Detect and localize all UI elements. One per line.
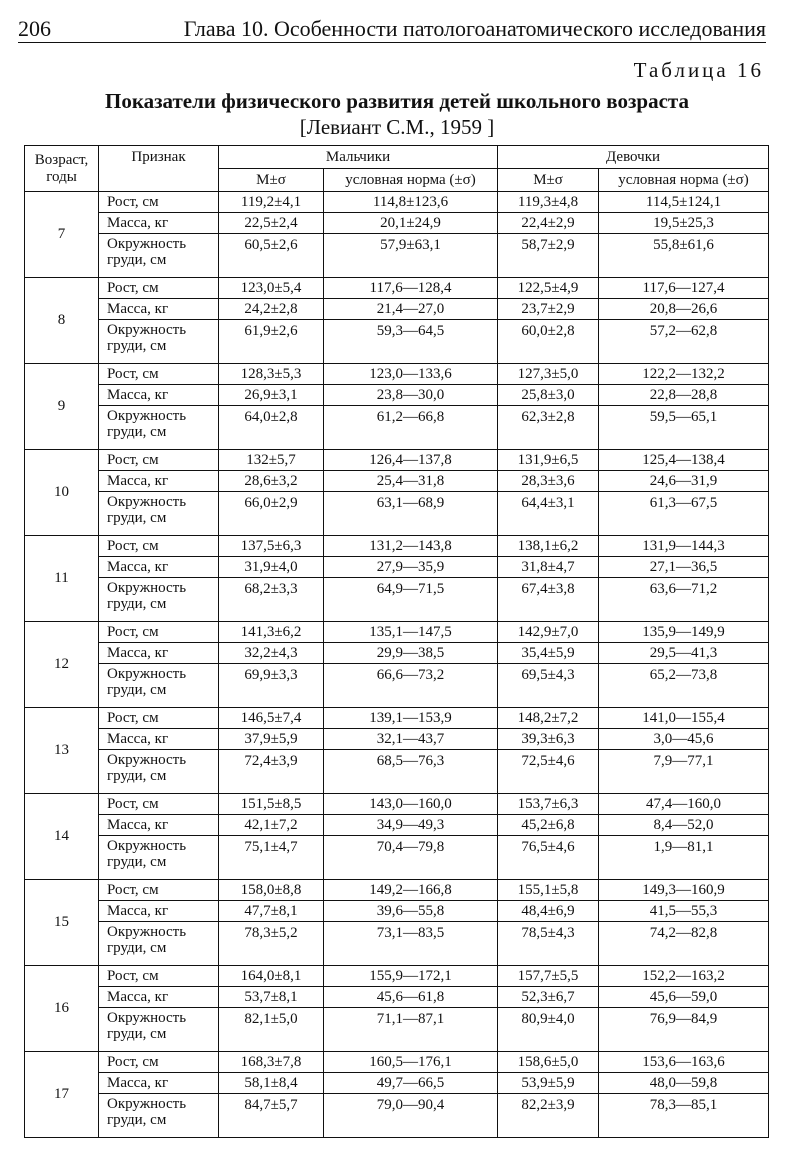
- feature-cell: Масса, кг: [99, 299, 219, 320]
- girls-norm-cell: 1,9—81,1: [599, 836, 769, 880]
- girls-mean-cell: 142,9±7,0: [498, 622, 599, 643]
- girls-norm-cell: 152,2—163,2: [599, 966, 769, 987]
- feature-cell: Масса, кг: [99, 1073, 219, 1094]
- boys-norm-cell: 160,5—176,1: [324, 1052, 498, 1073]
- data-table: [24, 145, 769, 1138]
- feature-cell: Масса, кг: [99, 385, 219, 406]
- girls-mean-cell: 138,1±6,2: [498, 536, 599, 557]
- feature-cell: Рост, см: [99, 966, 219, 987]
- girls-mean-cell: 62,3±2,8: [498, 406, 599, 450]
- boys-norm-cell: 66,6—73,2: [324, 664, 498, 708]
- girls-mean-cell: 157,7±5,5: [498, 966, 599, 987]
- table-row: [25, 278, 769, 299]
- table-row: [25, 643, 769, 664]
- boys-mean-cell: 72,4±3,9: [219, 750, 324, 794]
- feature-cell: Рост, см: [99, 278, 219, 299]
- boys-mean-cell: 31,9±4,0: [219, 557, 324, 578]
- table-row: [25, 213, 769, 234]
- boys-mean-cell: 128,3±5,3: [219, 364, 324, 385]
- table-row: [25, 794, 769, 815]
- age-cell: 15: [25, 880, 99, 966]
- boys-mean-cell: 84,7±5,7: [219, 1094, 324, 1138]
- girls-norm-cell: 57,2—62,8: [599, 320, 769, 364]
- table-row: [25, 729, 769, 750]
- table-row: [25, 471, 769, 492]
- running-head: Глава 10. Особенности патологоанатомического исследования: [183, 16, 766, 41]
- feature-cell: Окружность груди, см: [99, 578, 219, 622]
- girls-norm-cell: 65,2—73,8: [599, 664, 769, 708]
- boys-norm-cell: 25,4—31,8: [324, 471, 498, 492]
- boys-mean-cell: 47,7±8,1: [219, 901, 324, 922]
- feature-cell: Рост, см: [99, 880, 219, 901]
- table-row: [25, 578, 769, 622]
- feature-cell: Рост, см: [99, 794, 219, 815]
- boys-norm-cell: 117,6—128,4: [324, 278, 498, 299]
- header-feature: Признак: [99, 146, 219, 192]
- boys-norm-cell: 79,0—90,4: [324, 1094, 498, 1138]
- boys-mean-cell: 32,2±4,3: [219, 643, 324, 664]
- girls-mean-cell: 25,8±3,0: [498, 385, 599, 406]
- boys-mean-cell: 22,5±2,4: [219, 213, 324, 234]
- girls-mean-cell: 155,1±5,8: [498, 880, 599, 901]
- girls-mean-cell: 28,3±3,6: [498, 471, 599, 492]
- girls-mean-cell: 158,6±5,0: [498, 1052, 599, 1073]
- boys-mean-cell: 60,5±2,6: [219, 234, 324, 278]
- feature-cell: Рост, см: [99, 1052, 219, 1073]
- boys-norm-cell: 114,8±123,6: [324, 192, 498, 213]
- age-cell: 14: [25, 794, 99, 880]
- girls-norm-cell: 45,6—59,0: [599, 987, 769, 1008]
- boys-norm-cell: 63,1—68,9: [324, 492, 498, 536]
- feature-cell: Масса, кг: [99, 643, 219, 664]
- age-cell: 17: [25, 1052, 99, 1138]
- boys-mean-cell: 137,5±6,3: [219, 536, 324, 557]
- age-cell: 10: [25, 450, 99, 536]
- girls-mean-cell: 52,3±6,7: [498, 987, 599, 1008]
- feature-cell: Масса, кг: [99, 729, 219, 750]
- table-row: [25, 1073, 769, 1094]
- table-row: [25, 536, 769, 557]
- boys-norm-cell: 21,4—27,0: [324, 299, 498, 320]
- header-girls: Девочки: [498, 146, 769, 169]
- boys-mean-cell: 61,9±2,6: [219, 320, 324, 364]
- boys-mean-cell: 24,2±2,8: [219, 299, 324, 320]
- boys-norm-cell: 32,1—43,7: [324, 729, 498, 750]
- girls-norm-cell: 29,5—41,3: [599, 643, 769, 664]
- feature-cell: Окружность груди, см: [99, 836, 219, 880]
- feature-cell: Масса, кг: [99, 987, 219, 1008]
- girls-mean-cell: 31,8±4,7: [498, 557, 599, 578]
- table-row: [25, 622, 769, 643]
- girls-norm-cell: 78,3—85,1: [599, 1094, 769, 1138]
- girls-mean-cell: 153,7±6,3: [498, 794, 599, 815]
- feature-cell: Масса, кг: [99, 471, 219, 492]
- feature-cell: Масса, кг: [99, 213, 219, 234]
- table-row: [25, 664, 769, 708]
- age-cell: 13: [25, 708, 99, 794]
- boys-norm-cell: 29,9—38,5: [324, 643, 498, 664]
- boys-mean-cell: 66,0±2,9: [219, 492, 324, 536]
- girls-norm-cell: 117,6—127,4: [599, 278, 769, 299]
- girls-norm-cell: 141,0—155,4: [599, 708, 769, 729]
- boys-norm-cell: 135,1—147,5: [324, 622, 498, 643]
- feature-cell: Окружность груди, см: [99, 750, 219, 794]
- boys-mean-cell: 146,5±7,4: [219, 708, 324, 729]
- boys-norm-cell: 139,1—153,9: [324, 708, 498, 729]
- table-row: [25, 1008, 769, 1052]
- feature-cell: Масса, кг: [99, 815, 219, 836]
- girls-mean-cell: 53,9±5,9: [498, 1073, 599, 1094]
- feature-cell: Рост, см: [99, 450, 219, 471]
- boys-norm-cell: 45,6—61,8: [324, 987, 498, 1008]
- age-cell: 12: [25, 622, 99, 708]
- age-cell: 16: [25, 966, 99, 1052]
- boys-mean-cell: 28,6±3,2: [219, 471, 324, 492]
- girls-norm-cell: 48,0—59,8: [599, 1073, 769, 1094]
- table-row: [25, 815, 769, 836]
- feature-cell: Окружность груди, см: [99, 1094, 219, 1138]
- girls-norm-cell: 153,6—163,6: [599, 1052, 769, 1073]
- girls-mean-cell: 23,7±2,9: [498, 299, 599, 320]
- girls-mean-cell: 148,2±7,2: [498, 708, 599, 729]
- feature-cell: Масса, кг: [99, 557, 219, 578]
- girls-norm-cell: 22,8—28,8: [599, 385, 769, 406]
- feature-cell: Масса, кг: [99, 901, 219, 922]
- boys-norm-cell: 20,1±24,9: [324, 213, 498, 234]
- boys-mean-cell: 82,1±5,0: [219, 1008, 324, 1052]
- header-girls-mean: M±σ: [498, 169, 599, 192]
- boys-mean-cell: 68,2±3,3: [219, 578, 324, 622]
- header-age: Возраст, годы: [25, 146, 99, 192]
- feature-cell: Рост, см: [99, 364, 219, 385]
- boys-norm-cell: 49,7—66,5: [324, 1073, 498, 1094]
- boys-norm-cell: 155,9—172,1: [324, 966, 498, 987]
- table-row: [25, 234, 769, 278]
- table-row: [25, 836, 769, 880]
- boys-mean-cell: 37,9±5,9: [219, 729, 324, 750]
- girls-norm-cell: 3,0—45,6: [599, 729, 769, 750]
- girls-mean-cell: 35,4±5,9: [498, 643, 599, 664]
- girls-mean-cell: 127,3±5,0: [498, 364, 599, 385]
- boys-norm-cell: 64,9—71,5: [324, 578, 498, 622]
- boys-norm-cell: 71,1—87,1: [324, 1008, 498, 1052]
- feature-cell: Рост, см: [99, 708, 219, 729]
- girls-mean-cell: 76,5±4,6: [498, 836, 599, 880]
- boys-norm-cell: 59,3—64,5: [324, 320, 498, 364]
- girls-mean-cell: 39,3±6,3: [498, 729, 599, 750]
- boys-norm-cell: 23,8—30,0: [324, 385, 498, 406]
- girls-mean-cell: 58,7±2,9: [498, 234, 599, 278]
- girls-norm-cell: 20,8—26,6: [599, 299, 769, 320]
- boys-mean-cell: 132±5,7: [219, 450, 324, 471]
- boys-norm-cell: 143,0—160,0: [324, 794, 498, 815]
- header-boys-norm: условная норма (±σ): [324, 169, 498, 192]
- boys-mean-cell: 75,1±4,7: [219, 836, 324, 880]
- girls-norm-cell: 149,3—160,9: [599, 880, 769, 901]
- table-title: Показатели физического развития детей школьного возраста: [104, 89, 690, 113]
- table-row: [25, 922, 769, 966]
- girls-mean-cell: 69,5±4,3: [498, 664, 599, 708]
- boys-norm-cell: 61,2—66,8: [324, 406, 498, 450]
- age-cell: 8: [25, 278, 99, 364]
- boys-norm-cell: 39,6—55,8: [324, 901, 498, 922]
- girls-norm-cell: 63,6—71,2: [599, 578, 769, 622]
- feature-cell: Окружность груди, см: [99, 492, 219, 536]
- boys-mean-cell: 53,7±8,1: [219, 987, 324, 1008]
- feature-cell: Окружность груди, см: [99, 664, 219, 708]
- table-row: [25, 364, 769, 385]
- girls-mean-cell: 22,4±2,9: [498, 213, 599, 234]
- table-row: [25, 192, 769, 213]
- header-boys-mean: M±σ: [219, 169, 324, 192]
- feature-cell: Окружность груди, см: [99, 406, 219, 450]
- header-girls-norm: условная норма (±σ): [599, 169, 769, 192]
- table-row: [25, 299, 769, 320]
- girls-norm-cell: 8,4—52,0: [599, 815, 769, 836]
- boys-mean-cell: 69,9±3,3: [219, 664, 324, 708]
- table-row: [25, 492, 769, 536]
- boys-mean-cell: 168,3±7,8: [219, 1052, 324, 1073]
- boys-norm-cell: 123,0—133,6: [324, 364, 498, 385]
- feature-cell: Рост, см: [99, 192, 219, 213]
- girls-mean-cell: 60,0±2,8: [498, 320, 599, 364]
- boys-mean-cell: 158,0±8,8: [219, 880, 324, 901]
- feature-cell: Окружность груди, см: [99, 1008, 219, 1052]
- girls-norm-cell: 47,4—160,0: [599, 794, 769, 815]
- girls-norm-cell: 122,2—132,2: [599, 364, 769, 385]
- boys-norm-cell: 57,9±63,1: [324, 234, 498, 278]
- boys-norm-cell: 34,9—49,3: [324, 815, 498, 836]
- table-body: [25, 192, 769, 1138]
- boys-mean-cell: 119,2±4,1: [219, 192, 324, 213]
- feature-cell: Окружность груди, см: [99, 234, 219, 278]
- age-cell: 9: [25, 364, 99, 450]
- table-row: [25, 1094, 769, 1138]
- boys-norm-cell: 68,5—76,3: [324, 750, 498, 794]
- girls-mean-cell: 80,9±4,0: [498, 1008, 599, 1052]
- boys-mean-cell: 78,3±5,2: [219, 922, 324, 966]
- boys-norm-cell: 131,2—143,8: [324, 536, 498, 557]
- age-cell: 11: [25, 536, 99, 622]
- boys-mean-cell: 141,3±6,2: [219, 622, 324, 643]
- page-header: [18, 14, 766, 43]
- boys-mean-cell: 26,9±3,1: [219, 385, 324, 406]
- girls-mean-cell: 119,3±4,8: [498, 192, 599, 213]
- girls-norm-cell: 27,1—36,5: [599, 557, 769, 578]
- table-row: [25, 1052, 769, 1073]
- girls-mean-cell: 82,2±3,9: [498, 1094, 599, 1138]
- girls-norm-cell: 19,5±25,3: [599, 213, 769, 234]
- table-row: [25, 880, 769, 901]
- boys-norm-cell: 126,4—137,8: [324, 450, 498, 471]
- table-label: Таблица 16: [633, 58, 764, 82]
- table-row: [25, 966, 769, 987]
- boys-mean-cell: 58,1±8,4: [219, 1073, 324, 1094]
- table-row: [25, 987, 769, 1008]
- feature-cell: Рост, см: [99, 622, 219, 643]
- girls-mean-cell: 67,4±3,8: [498, 578, 599, 622]
- boys-norm-cell: 70,4—79,8: [324, 836, 498, 880]
- girls-norm-cell: 59,5—65,1: [599, 406, 769, 450]
- girls-mean-cell: 45,2±6,8: [498, 815, 599, 836]
- girls-mean-cell: 64,4±3,1: [498, 492, 599, 536]
- girls-norm-cell: 24,6—31,9: [599, 471, 769, 492]
- girls-norm-cell: 114,5±124,1: [599, 192, 769, 213]
- girls-mean-cell: 78,5±4,3: [498, 922, 599, 966]
- boys-mean-cell: 64,0±2,8: [219, 406, 324, 450]
- header-boys: Мальчики: [219, 146, 498, 169]
- girls-mean-cell: 131,9±6,5: [498, 450, 599, 471]
- girls-norm-cell: 61,3—67,5: [599, 492, 769, 536]
- table-row: [25, 708, 769, 729]
- girls-norm-cell: 55,8±61,6: [599, 234, 769, 278]
- feature-cell: Рост, см: [99, 536, 219, 557]
- page-number: 206: [18, 16, 51, 41]
- feature-cell: Окружность груди, см: [99, 320, 219, 364]
- table-row: [25, 750, 769, 794]
- girls-mean-cell: 72,5±4,6: [498, 750, 599, 794]
- boys-norm-cell: 27,9—35,9: [324, 557, 498, 578]
- table-row: [25, 901, 769, 922]
- age-cell: 7: [25, 192, 99, 278]
- boys-mean-cell: 123,0±5,4: [219, 278, 324, 299]
- girls-norm-cell: 135,9—149,9: [599, 622, 769, 643]
- girls-norm-cell: 7,9—77,1: [599, 750, 769, 794]
- girls-norm-cell: 74,2—82,8: [599, 922, 769, 966]
- boys-mean-cell: 151,5±8,5: [219, 794, 324, 815]
- table-row: [25, 320, 769, 364]
- girls-norm-cell: 125,4—138,4: [599, 450, 769, 471]
- table-row: [25, 406, 769, 450]
- girls-mean-cell: 122,5±4,9: [498, 278, 599, 299]
- girls-norm-cell: 41,5—55,3: [599, 901, 769, 922]
- table-source: [Левиант С.М., 1959 ]: [299, 115, 495, 139]
- boys-mean-cell: 164,0±8,1: [219, 966, 324, 987]
- table-row: [25, 557, 769, 578]
- table-row: [25, 385, 769, 406]
- boys-norm-cell: 149,2—166,8: [324, 880, 498, 901]
- girls-mean-cell: 48,4±6,9: [498, 901, 599, 922]
- girls-norm-cell: 131,9—144,3: [599, 536, 769, 557]
- feature-cell: Окружность груди, см: [99, 922, 219, 966]
- boys-norm-cell: 73,1—83,5: [324, 922, 498, 966]
- girls-norm-cell: 76,9—84,9: [599, 1008, 769, 1052]
- boys-mean-cell: 42,1±7,2: [219, 815, 324, 836]
- table-row: [25, 450, 769, 471]
